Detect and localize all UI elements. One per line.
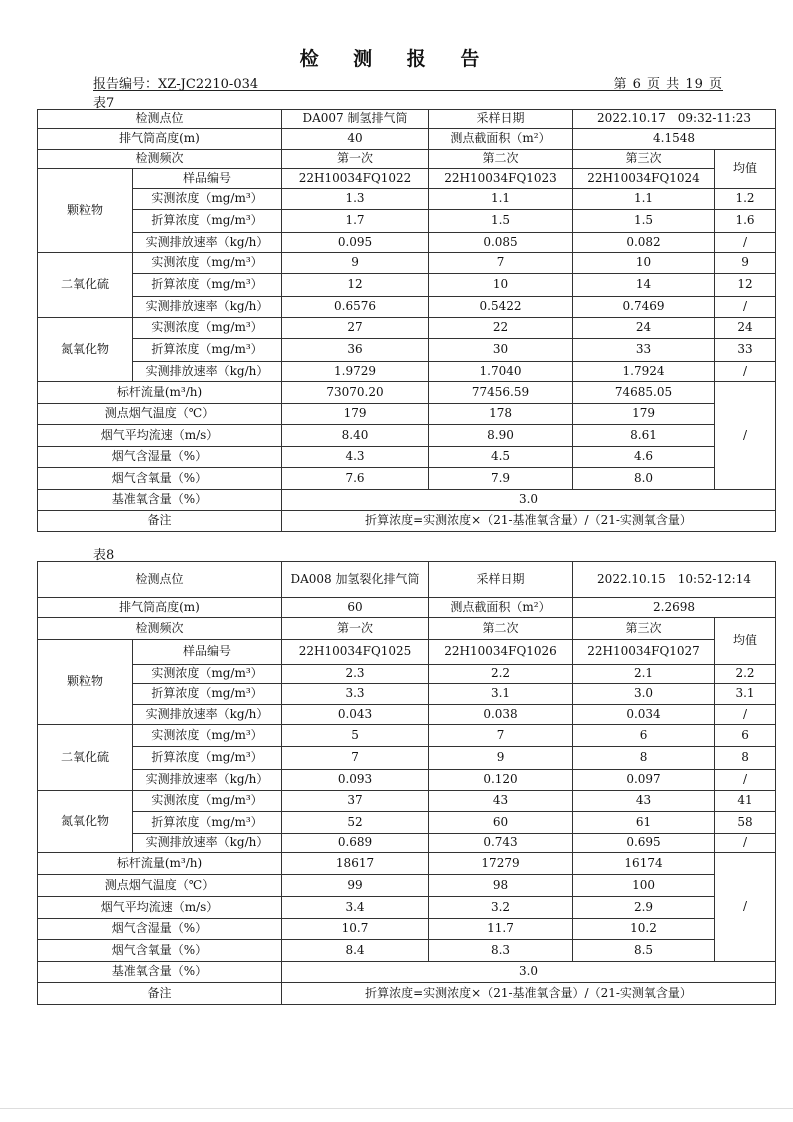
cell: 22 [429,318,573,339]
cell: 7 [282,747,429,770]
cell: 8.4 [282,940,429,962]
section-area-label: 测点截面积（m²） [429,598,573,618]
cell: 10.2 [573,919,715,940]
cell: 0.093 [282,770,429,791]
cell: 73070.20 [282,382,429,404]
cell: 16174 [573,853,715,875]
avg-cell: / [715,853,776,962]
sample-date-label: 采样日期 [429,110,573,129]
avg-cell: / [715,382,776,490]
cell: 0.097 [573,770,715,791]
oxygen-label: 烟气含氧量（%） [38,940,282,962]
average-header: 均值 [715,150,776,189]
cell: 1.5 [573,210,715,233]
cell: 77456.59 [429,382,573,404]
temp-label: 测点烟气温度（℃） [38,875,282,897]
cell: 1.1 [573,189,715,210]
cell: 0.034 [573,705,715,725]
flow-label: 标杆流量(m³/h) [38,382,282,404]
cell: 179 [282,404,429,425]
cell: 30 [429,339,573,362]
conv-conc-label: 折算浓度（mg/m³） [133,339,282,362]
cell: 37 [282,791,429,812]
cell: 3.0 [573,684,715,705]
cell: 10.7 [282,919,429,940]
cell: 36 [282,339,429,362]
cell: 0.038 [429,705,573,725]
section-area-value: 4.1548 [573,129,776,150]
meas-conc-label: 实测浓度（mg/m³） [133,253,282,274]
cell: 2.1 [573,665,715,684]
cell: 8.0 [573,468,715,490]
sample-no: 22H10034FQ1022 [282,169,429,189]
remark-value: 折算浓度=实测浓度×（21-基准氧含量）/（21-实测氧含量） [282,983,776,1005]
pollutant-nox: 氮氧化物 [38,318,133,382]
run-header: 第一次 [282,618,429,640]
avg-cell: 58 [715,812,776,834]
cell: 0.095 [282,233,429,253]
cell: 9 [282,253,429,274]
emission-rate-label: 实测排放速率（kg/h） [133,770,282,791]
cell: 1.7924 [573,362,715,382]
cell: 3.2 [429,897,573,919]
sample-date-value: 2022.10.15 10:52-12:14 [573,562,776,598]
base-oxygen-value: 3.0 [282,490,776,511]
point-label: 检测点位 [38,110,282,129]
velocity-label: 烟气平均流速（m/s） [38,897,282,919]
conv-conc-label: 折算浓度（mg/m³） [133,274,282,297]
cell: 61 [573,812,715,834]
avg-cell: 6 [715,725,776,747]
cell: 0.7469 [573,297,715,318]
stack-height-value: 60 [282,598,429,618]
cell: 0.120 [429,770,573,791]
footer-rule [0,1108,793,1109]
frequency-label: 检测频次 [38,618,282,640]
avg-cell: 1.6 [715,210,776,233]
cell: 43 [573,791,715,812]
stack-height-label: 排气筒高度(m) [38,129,282,150]
page-info: 第 6 页 共 19 页 [613,77,723,92]
run-header: 第二次 [429,618,573,640]
cell: 7.6 [282,468,429,490]
stack-height-label: 排气筒高度(m) [38,598,282,618]
cell: 27 [282,318,429,339]
cell: 2.2 [429,665,573,684]
cell: 1.5 [429,210,573,233]
cell: 11.7 [429,919,573,940]
pollutant-so2: 二氧化硫 [38,253,133,318]
sample-no: 22H10034FQ1024 [573,169,715,189]
sample-no-label: 样品编号 [133,640,282,665]
frequency-label: 检测频次 [38,150,282,169]
sample-no: 22H10034FQ1025 [282,640,429,665]
cell: 10 [573,253,715,274]
run-header: 第三次 [573,618,715,640]
sample-no-label: 样品编号 [133,169,282,189]
avg-cell: / [715,834,776,853]
sample-date-value: 2022.10.17 09:32-11:23 [573,110,776,129]
point-value: DA008 加氢裂化排气筒 [282,562,429,598]
meas-conc-label: 实测浓度（mg/m³） [133,665,282,684]
cell: 99 [282,875,429,897]
sample-no: 22H10034FQ1026 [429,640,573,665]
cell: 1.3 [282,189,429,210]
emission-table-8 [37,561,776,1005]
emission-rate-label: 实测排放速率（kg/h） [133,362,282,382]
cell: 8.90 [429,425,573,447]
moisture-label: 烟气含湿量（%） [38,919,282,940]
pollutant-so2: 二氧化硫 [38,725,133,791]
cell: 6 [573,725,715,747]
cell: 12 [282,274,429,297]
cell: 8.40 [282,425,429,447]
meas-conc-label: 实测浓度（mg/m³） [133,189,282,210]
cell: 0.082 [573,233,715,253]
temp-label: 测点烟气温度（℃） [38,404,282,425]
sample-date-label: 采样日期 [429,562,573,598]
moisture-label: 烟气含湿量（%） [38,447,282,468]
cell: 17279 [429,853,573,875]
run-header: 第一次 [282,150,429,169]
cell: 60 [429,812,573,834]
cell: 52 [282,812,429,834]
cell: 178 [429,404,573,425]
cell: 5 [282,725,429,747]
avg-cell: 3.1 [715,684,776,705]
cell: 179 [573,404,715,425]
cell: 1.7 [282,210,429,233]
run-header: 第三次 [573,150,715,169]
report-number: 报告编号：XZ-JC2210-034 [93,77,259,92]
document-title: 检 测 报 告 [299,48,494,70]
cell: 1.1 [429,189,573,210]
flow-label: 标杆流量(m³/h) [38,853,282,875]
velocity-label: 烟气平均流速（m/s） [38,425,282,447]
cell: 8.5 [573,940,715,962]
cell: 7 [429,725,573,747]
base-oxygen-value: 3.0 [282,962,776,983]
table-label: 表8 [93,548,115,563]
sample-no: 22H10034FQ1023 [429,169,573,189]
avg-cell: 33 [715,339,776,362]
avg-cell: / [715,233,776,253]
meas-conc-label: 实测浓度（mg/m³） [133,725,282,747]
cell: 0.6576 [282,297,429,318]
cell: 7.9 [429,468,573,490]
avg-cell: / [715,770,776,791]
sample-no: 22H10034FQ1027 [573,640,715,665]
section-area-label: 测点截面积（m²） [429,129,573,150]
average-header: 均值 [715,618,776,665]
remark-label: 备注 [38,983,282,1005]
avg-cell: 1.2 [715,189,776,210]
cell: 14 [573,274,715,297]
avg-cell: / [715,297,776,318]
cell: 1.7040 [429,362,573,382]
report-header [93,72,723,91]
pollutant-nox: 氮氧化物 [38,791,133,853]
cell: 24 [573,318,715,339]
cell: 8 [573,747,715,770]
cell: 3.3 [282,684,429,705]
cell: 8.61 [573,425,715,447]
cell: 0.043 [282,705,429,725]
cell: 10 [429,274,573,297]
avg-cell: 24 [715,318,776,339]
meas-conc-label: 实测浓度（mg/m³） [133,318,282,339]
cell: 74685.05 [573,382,715,404]
pollutant-particulate: 颗粒物 [38,640,133,725]
run-header: 第二次 [429,150,573,169]
cell: 4.3 [282,447,429,468]
pollutant-particulate: 颗粒物 [38,169,133,253]
cell: 9 [429,747,573,770]
cell: 2.9 [573,897,715,919]
cell: 18617 [282,853,429,875]
section-area-value: 2.2698 [573,598,776,618]
avg-cell: 12 [715,274,776,297]
cell: 4.6 [573,447,715,468]
oxygen-label: 烟气含氧量（%） [38,468,282,490]
emission-rate-label: 实测排放速率（kg/h） [133,834,282,853]
avg-cell: 8 [715,747,776,770]
cell: 8.3 [429,940,573,962]
cell: 3.1 [429,684,573,705]
emission-table-7 [37,109,776,532]
emission-rate-label: 实测排放速率（kg/h） [133,233,282,253]
cell: 0.689 [282,834,429,853]
cell: 3.4 [282,897,429,919]
stack-height-value: 40 [282,129,429,150]
base-oxygen-label: 基准氧含量（%） [38,490,282,511]
cell: 100 [573,875,715,897]
cell: 2.3 [282,665,429,684]
conv-conc-label: 折算浓度（mg/m³） [133,210,282,233]
table-label: 表7 [93,96,115,111]
avg-cell: 9 [715,253,776,274]
avg-cell: / [715,705,776,725]
point-label: 检测点位 [38,562,282,598]
avg-cell: 2.2 [715,665,776,684]
avg-cell: / [715,362,776,382]
cell: 98 [429,875,573,897]
cell: 0.743 [429,834,573,853]
conv-conc-label: 折算浓度（mg/m³） [133,747,282,770]
cell: 33 [573,339,715,362]
avg-cell: 41 [715,791,776,812]
conv-conc-label: 折算浓度（mg/m³） [133,684,282,705]
cell: 0.5422 [429,297,573,318]
emission-rate-label: 实测排放速率（kg/h） [133,705,282,725]
point-value: DA007 制氢排气筒 [282,110,429,129]
cell: 0.085 [429,233,573,253]
emission-rate-label: 实测排放速率（kg/h） [133,297,282,318]
remark-label: 备注 [38,511,282,532]
cell: 1.9729 [282,362,429,382]
base-oxygen-label: 基准氧含量（%） [38,962,282,983]
cell: 0.695 [573,834,715,853]
conv-conc-label: 折算浓度（mg/m³） [133,812,282,834]
meas-conc-label: 实测浓度（mg/m³） [133,791,282,812]
cell: 7 [429,253,573,274]
cell: 4.5 [429,447,573,468]
cell: 43 [429,791,573,812]
remark-value: 折算浓度=实测浓度×（21-基准氧含量）/（21-实测氧含量） [282,511,776,532]
